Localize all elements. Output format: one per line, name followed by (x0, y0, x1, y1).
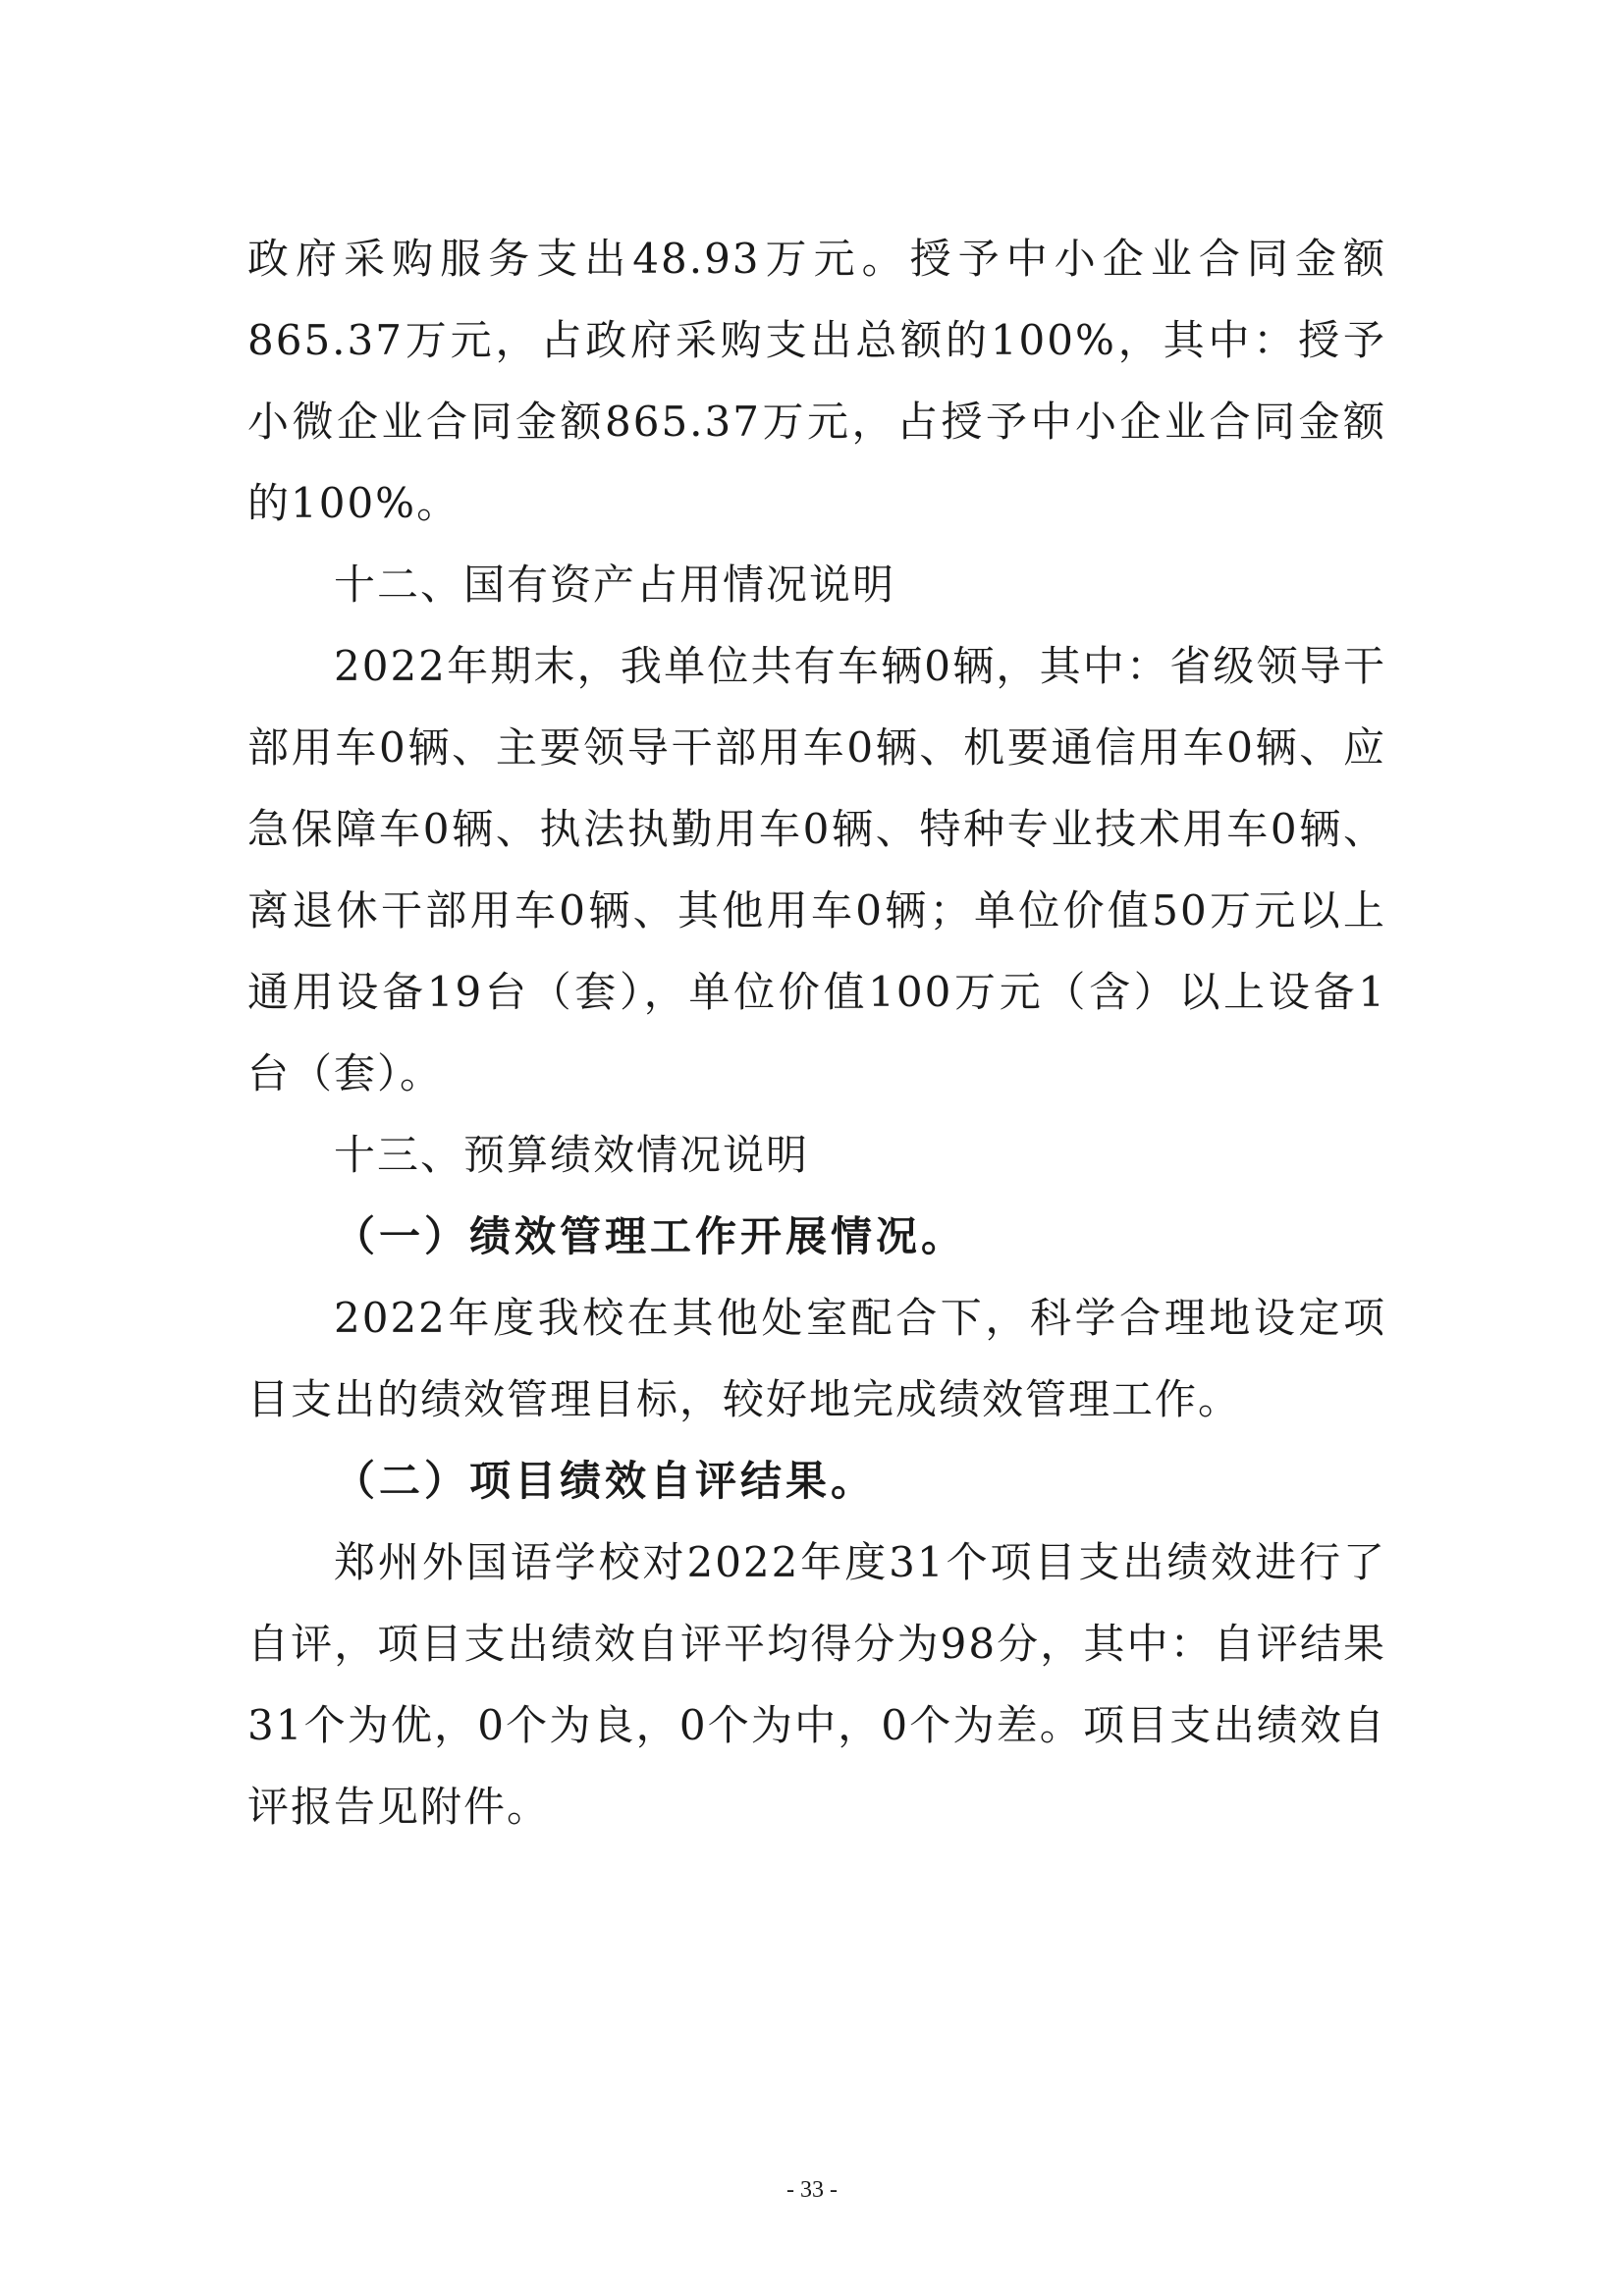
document-body (247, 218, 1386, 1847)
paragraph-procurement: 政府采购服务支出48.93万元。授予中小企业合同金额865.37万元，占政府采购支出总额的100%，其中：授予小微企业合同金额865.37万元，占授予中小企业合同金额的100%。 (247, 235, 1386, 527)
section-heading-state-assets: 十二、国有资产占用情况说明 (334, 561, 896, 609)
paragraph-performance-management: 2022年度我校在其他处室配合下，科学合理地设定项目支出的绩效管理目标，较好地完成绩效管理工作。 (247, 1294, 1386, 1423)
paragraph-self-evaluation: 郑州外国语学校对2022年度31个项目支出绩效进行了自评，项目支出绩效自评平均得分为98分，其中：自评结果31个为优，0个为良，0个为中，0个为差。项目支出绩效自评报告见附件。 (247, 1538, 1386, 1831)
subheading-self-evaluation: （二）项目绩效自评结果。 (334, 1457, 877, 1505)
subheading-performance-management: （一）绩效管理工作开展情况。 (334, 1212, 967, 1260)
section-heading-budget-performance: 十三、预算绩效情况说明 (334, 1131, 810, 1179)
page-number: - 33 - (786, 2177, 838, 2203)
paragraph-assets: 2022年期末，我单位共有车辆0辆，其中：省级领导干部用车0辆、主要领导干部用车0辆、机要通信用车0辆、应急保障车0辆、执法执勤用车0辆、特种专业技术用车0辆、离退休干部用车0辆、其他用车0辆；单位价值50万元以上通用设备19台（套），单位价值100万元（含）以上设备1台（套）。 (247, 642, 1386, 1097)
